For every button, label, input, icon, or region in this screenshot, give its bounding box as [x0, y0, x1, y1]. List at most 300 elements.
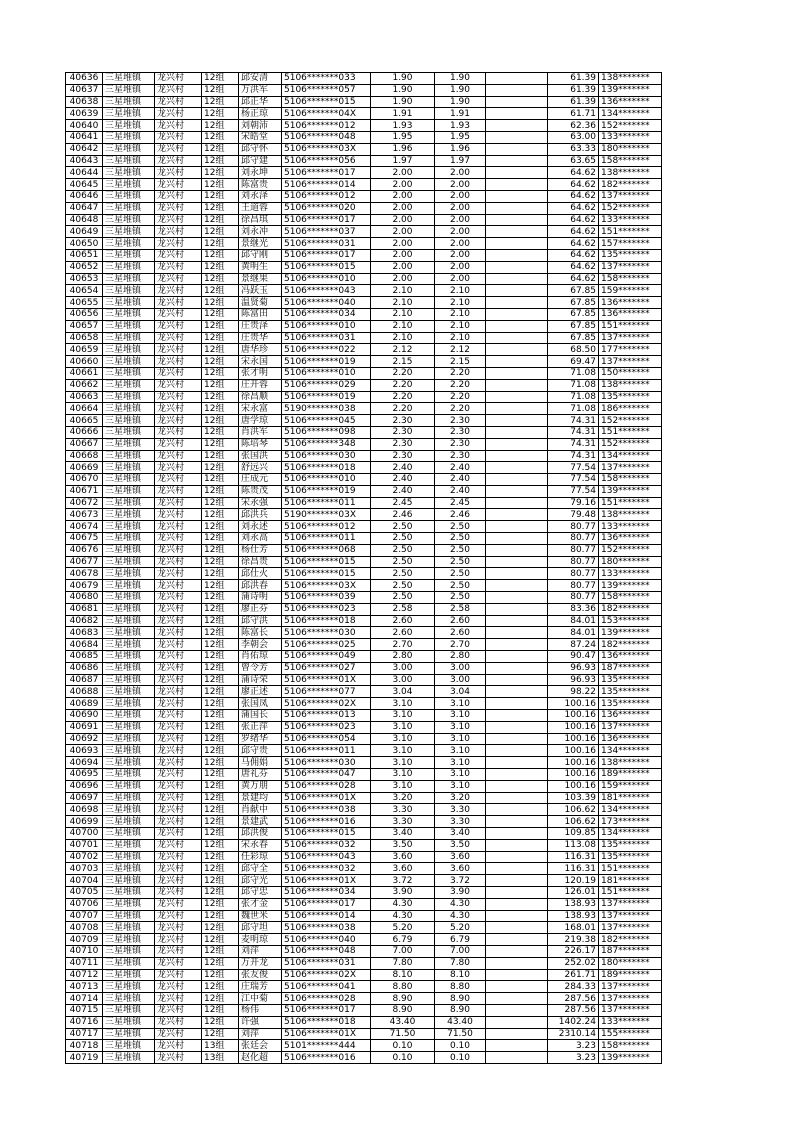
table-cell: [486, 308, 548, 320]
table-cell: 12组: [202, 131, 239, 143]
table-cell: [486, 851, 548, 863]
table-row: [66, 804, 662, 816]
table-cell: [486, 214, 548, 226]
table-cell: 唐华珍: [239, 344, 282, 356]
table-cell: 庄贵泽: [239, 320, 282, 332]
table-cell: [486, 662, 548, 674]
table-cell: 12组: [202, 816, 239, 828]
table-cell: 邱洪俊: [239, 828, 282, 840]
table-cell: 5106*******027: [282, 662, 371, 674]
table-cell: 三星堆镇: [103, 568, 155, 580]
table-cell: 龙兴村: [155, 603, 202, 615]
table-cell: 40642: [66, 143, 103, 155]
table-row: [66, 592, 662, 604]
table-cell: 158*******: [599, 474, 662, 486]
table-cell: 三星堆镇: [103, 839, 155, 851]
table-cell: 三星堆镇: [103, 910, 155, 922]
table-cell: 3.04: [371, 686, 435, 698]
table-cell: 136*******: [599, 297, 662, 309]
table-cell: 136*******: [599, 710, 662, 722]
table-cell: [486, 556, 548, 568]
table-cell: 40666: [66, 426, 103, 438]
table-cell: 64.62: [548, 226, 599, 238]
table-cell: 90.47: [548, 651, 599, 663]
table-cell: 龙兴村: [155, 1028, 202, 1040]
table-cell: 万开龙: [239, 957, 282, 969]
table-cell: 三星堆镇: [103, 73, 155, 85]
table-cell: 1.97: [371, 155, 435, 167]
table-cell: 2.50: [435, 544, 486, 556]
table-cell: 12组: [202, 285, 239, 297]
table-cell: 三星堆镇: [103, 1004, 155, 1016]
table-cell: 徐昌贵: [239, 556, 282, 568]
table-cell: 12组: [202, 898, 239, 910]
table-cell: 2.30: [435, 438, 486, 450]
table-cell: 2.10: [371, 297, 435, 309]
table-cell: 40716: [66, 1016, 103, 1028]
table-cell: 三星堆镇: [103, 651, 155, 663]
table-cell: 187*******: [599, 945, 662, 957]
table-cell: 2.20: [435, 379, 486, 391]
table-cell: 5190*******038: [282, 403, 371, 415]
table-cell: 5106*******01X: [282, 792, 371, 804]
table-cell: 5106*******018: [282, 1016, 371, 1028]
table-cell: 109.85: [548, 828, 599, 840]
table-cell: 5106*******016: [282, 1052, 371, 1064]
table-cell: 许强: [239, 1016, 282, 1028]
table-cell: 龙兴村: [155, 1016, 202, 1028]
table-cell: 40675: [66, 533, 103, 545]
table-cell: 景建武: [239, 816, 282, 828]
table-cell: 13组: [202, 1040, 239, 1052]
table-cell: 71.08: [548, 367, 599, 379]
table-cell: 三星堆镇: [103, 745, 155, 757]
table-cell: 12组: [202, 568, 239, 580]
table-cell: 三星堆镇: [103, 344, 155, 356]
table-cell: 74.31: [548, 450, 599, 462]
table-cell: 40656: [66, 308, 103, 320]
table-cell: 136*******: [599, 733, 662, 745]
table-cell: 2.00: [435, 238, 486, 250]
table-cell: 12组: [202, 84, 239, 96]
table-cell: 12组: [202, 851, 239, 863]
table-cell: 181*******: [599, 792, 662, 804]
table-row: [66, 721, 662, 733]
table-cell: 龙兴村: [155, 202, 202, 214]
table-cell: 67.85: [548, 320, 599, 332]
table-cell: [486, 674, 548, 686]
table-cell: 三星堆镇: [103, 639, 155, 651]
table-cell: 40641: [66, 131, 103, 143]
table-cell: 159*******: [599, 285, 662, 297]
table-row: [66, 674, 662, 686]
table-cell: 龙兴村: [155, 320, 202, 332]
table-cell: 12组: [202, 721, 239, 733]
table-cell: 龙兴村: [155, 969, 202, 981]
table-cell: 135*******: [599, 391, 662, 403]
table-cell: 3.00: [435, 662, 486, 674]
table-cell: 三星堆镇: [103, 662, 155, 674]
table-cell: 5106*******013: [282, 710, 371, 722]
table-cell: 134*******: [599, 745, 662, 757]
table-cell: 5106*******038: [282, 804, 371, 816]
table-cell: 三星堆镇: [103, 804, 155, 816]
table-cell: 3.10: [435, 745, 486, 757]
table-cell: 2.80: [435, 651, 486, 663]
table-cell: 40657: [66, 320, 103, 332]
table-cell: 137*******: [599, 910, 662, 922]
table-cell: 12组: [202, 485, 239, 497]
table-cell: 151*******: [599, 320, 662, 332]
table-cell: 3.50: [435, 839, 486, 851]
table-cell: 61.39: [548, 84, 599, 96]
table-cell: 40677: [66, 556, 103, 568]
table-cell: 5106*******017: [282, 898, 371, 910]
table-cell: 三星堆镇: [103, 108, 155, 120]
table-cell: 116.31: [548, 851, 599, 863]
table-cell: 龙兴村: [155, 1040, 202, 1052]
table-cell: 137*******: [599, 993, 662, 1005]
table-cell: [486, 474, 548, 486]
table-cell: 温贤菊: [239, 297, 282, 309]
table-cell: 5106*******029: [282, 379, 371, 391]
table-cell: 肖洪军: [239, 426, 282, 438]
table-cell: 2.40: [435, 462, 486, 474]
table-cell: [486, 238, 548, 250]
table-cell: 2.50: [435, 568, 486, 580]
table-cell: 219.38: [548, 934, 599, 946]
table-cell: 三星堆镇: [103, 886, 155, 898]
table-cell: 庄贵华: [239, 332, 282, 344]
table-row: [66, 828, 662, 840]
table-row: [66, 155, 662, 167]
table-cell: 40664: [66, 403, 103, 415]
table-cell: 135*******: [599, 839, 662, 851]
table-cell: [486, 96, 548, 108]
table-cell: 12组: [202, 249, 239, 261]
table-cell: 12组: [202, 544, 239, 556]
table-cell: 40707: [66, 910, 103, 922]
table-cell: [486, 580, 548, 592]
table-cell: [486, 485, 548, 497]
table-cell: 40717: [66, 1028, 103, 1040]
table-cell: 三星堆镇: [103, 120, 155, 132]
table-cell: 137*******: [599, 898, 662, 910]
table-cell: 赵化超: [239, 1052, 282, 1064]
table-cell: 2.10: [371, 308, 435, 320]
table-cell: 134*******: [599, 450, 662, 462]
table-cell: 龙兴村: [155, 214, 202, 226]
table-cell: 刘永高: [239, 533, 282, 545]
table-cell: 40649: [66, 226, 103, 238]
table-cell: 12组: [202, 993, 239, 1005]
table-cell: 1.91: [435, 108, 486, 120]
table-cell: 1.96: [371, 143, 435, 155]
table-row: [66, 816, 662, 828]
table-cell: 12组: [202, 273, 239, 285]
table-cell: 5106*******041: [282, 981, 371, 993]
table-cell: 12组: [202, 886, 239, 898]
table-cell: [486, 627, 548, 639]
table-row: [66, 120, 662, 132]
table-cell: 5106*******038: [282, 922, 371, 934]
table-cell: 13组: [202, 1052, 239, 1064]
table-cell: 135*******: [599, 686, 662, 698]
table-cell: 三星堆镇: [103, 898, 155, 910]
table-cell: 12组: [202, 308, 239, 320]
table-cell: [486, 285, 548, 297]
table-cell: 74.31: [548, 426, 599, 438]
table-cell: 3.10: [435, 733, 486, 745]
table-cell: [486, 509, 548, 521]
table-cell: 136*******: [599, 308, 662, 320]
table-cell: 3.10: [435, 721, 486, 733]
table-cell: 40674: [66, 521, 103, 533]
table-cell: 龙兴村: [155, 733, 202, 745]
table-cell: 182*******: [599, 179, 662, 191]
table-cell: 龙兴村: [155, 662, 202, 674]
table-cell: 3.10: [435, 757, 486, 769]
table-cell: 100.16: [548, 721, 599, 733]
table-cell: 龙兴村: [155, 485, 202, 497]
table-cell: [486, 686, 548, 698]
table-cell: 40676: [66, 544, 103, 556]
table-cell: 2.50: [435, 533, 486, 545]
table-cell: 张友俊: [239, 969, 282, 981]
table-row: [66, 273, 662, 285]
table-cell: 2.10: [371, 332, 435, 344]
table-cell: 12组: [202, 108, 239, 120]
table-cell: 5106*******030: [282, 757, 371, 769]
table-cell: 三星堆镇: [103, 497, 155, 509]
table-cell: 3.10: [371, 721, 435, 733]
table-cell: 8.90: [371, 993, 435, 1005]
table-cell: 5106*******02X: [282, 969, 371, 981]
table-row: [66, 131, 662, 143]
table-cell: 龙兴村: [155, 568, 202, 580]
table-cell: 2.50: [435, 521, 486, 533]
records-table-body: [66, 73, 662, 1064]
table-cell: 40683: [66, 627, 103, 639]
table-cell: 三星堆镇: [103, 615, 155, 627]
table-cell: 12组: [202, 615, 239, 627]
table-cell: 龙兴村: [155, 509, 202, 521]
table-cell: 龙兴村: [155, 297, 202, 309]
table-cell: 5106*******015: [282, 568, 371, 580]
table-row: [66, 297, 662, 309]
table-cell: 12组: [202, 945, 239, 957]
table-cell: 5106*******037: [282, 226, 371, 238]
table-cell: 1.97: [435, 155, 486, 167]
table-cell: 三星堆镇: [103, 934, 155, 946]
table-cell: [486, 898, 548, 910]
table-cell: 三星堆镇: [103, 438, 155, 450]
table-cell: 2310.14: [548, 1028, 599, 1040]
table-cell: 1.93: [435, 120, 486, 132]
table-cell: 龙兴村: [155, 686, 202, 698]
table-cell: 12组: [202, 639, 239, 651]
table-cell: 龙兴村: [155, 521, 202, 533]
table-cell: 龙兴村: [155, 945, 202, 957]
table-cell: 40712: [66, 969, 103, 981]
table-cell: 40687: [66, 674, 103, 686]
table-cell: 12组: [202, 875, 239, 887]
table-cell: 宋永强: [239, 497, 282, 509]
table-cell: 98.22: [548, 686, 599, 698]
table-cell: 113.08: [548, 839, 599, 851]
table-cell: 80.77: [548, 592, 599, 604]
table-cell: [486, 922, 548, 934]
table-cell: 40637: [66, 84, 103, 96]
table-cell: [486, 167, 548, 179]
table-cell: 40719: [66, 1052, 103, 1064]
table-cell: 蒲诗荣: [239, 674, 282, 686]
table-cell: 龙兴村: [155, 391, 202, 403]
table-cell: 2.00: [371, 238, 435, 250]
table-cell: 陈贵茂: [239, 485, 282, 497]
table-cell: 龙兴村: [155, 710, 202, 722]
table-cell: 宋永国: [239, 356, 282, 368]
table-cell: [486, 568, 548, 580]
table-cell: [486, 344, 548, 356]
table-cell: 40663: [66, 391, 103, 403]
table-cell: 龙兴村: [155, 226, 202, 238]
table-cell: 3.10: [435, 769, 486, 781]
table-cell: 137*******: [599, 332, 662, 344]
table-cell: [486, 462, 548, 474]
table-row: [66, 886, 662, 898]
table-cell: 刘永冲: [239, 226, 282, 238]
table-cell: 182*******: [599, 603, 662, 615]
table-cell: 三星堆镇: [103, 721, 155, 733]
table-cell: 2.00: [371, 167, 435, 179]
table-cell: 龙兴村: [155, 839, 202, 851]
table-row: [66, 403, 662, 415]
table-cell: 龙兴村: [155, 863, 202, 875]
table-cell: 12组: [202, 474, 239, 486]
table-cell: 189*******: [599, 769, 662, 781]
table-cell: 2.40: [371, 462, 435, 474]
table-cell: 三星堆镇: [103, 603, 155, 615]
table-cell: 龙兴村: [155, 356, 202, 368]
table-cell: 12组: [202, 344, 239, 356]
table-cell: 三星堆镇: [103, 356, 155, 368]
table-cell: 12组: [202, 792, 239, 804]
table-cell: 5106*******015: [282, 261, 371, 273]
table-cell: 138.93: [548, 898, 599, 910]
table-cell: 12组: [202, 320, 239, 332]
table-cell: 120.19: [548, 875, 599, 887]
table-cell: 三星堆镇: [103, 993, 155, 1005]
table-cell: 40684: [66, 639, 103, 651]
table-cell: 133*******: [599, 214, 662, 226]
table-cell: 40691: [66, 721, 103, 733]
table-cell: 40668: [66, 450, 103, 462]
table-cell: 龙兴村: [155, 851, 202, 863]
table-cell: 5106*******043: [282, 851, 371, 863]
table-cell: 龙兴村: [155, 828, 202, 840]
table-cell: 40662: [66, 379, 103, 391]
table-cell: 40639: [66, 108, 103, 120]
table-cell: 2.10: [371, 320, 435, 332]
table-cell: 43.40: [371, 1016, 435, 1028]
table-cell: 8.90: [435, 993, 486, 1005]
table-cell: 100.16: [548, 698, 599, 710]
table-cell: [486, 84, 548, 96]
table-cell: 40697: [66, 792, 103, 804]
table-cell: 5106*******017: [282, 167, 371, 179]
table-cell: 龙兴村: [155, 898, 202, 910]
table-row: [66, 84, 662, 96]
table-row: [66, 615, 662, 627]
table-cell: 3.60: [371, 863, 435, 875]
table-cell: 景建均: [239, 792, 282, 804]
table-cell: 2.20: [435, 403, 486, 415]
table-cell: 80.77: [548, 580, 599, 592]
table-cell: [486, 969, 548, 981]
table-cell: 0.10: [435, 1052, 486, 1064]
table-cell: [486, 1016, 548, 1028]
table-cell: 龙兴村: [155, 698, 202, 710]
table-cell: 40698: [66, 804, 103, 816]
table-row: [66, 167, 662, 179]
table-cell: 152*******: [599, 544, 662, 556]
table-cell: 2.50: [435, 556, 486, 568]
table-cell: [486, 73, 548, 85]
table-cell: 187*******: [599, 662, 662, 674]
table-cell: 2.00: [371, 226, 435, 238]
table-cell: [486, 603, 548, 615]
table-cell: 8.80: [371, 981, 435, 993]
table-cell: 5106*******012: [282, 521, 371, 533]
table-cell: 226.17: [548, 945, 599, 957]
table-cell: 三星堆镇: [103, 155, 155, 167]
table-cell: 40699: [66, 816, 103, 828]
table-cell: 77.54: [548, 485, 599, 497]
table-row: [66, 332, 662, 344]
table-cell: 5106*******047: [282, 769, 371, 781]
table-cell: 三星堆镇: [103, 261, 155, 273]
table-cell: 100.16: [548, 757, 599, 769]
table-cell: 5106*******018: [282, 462, 371, 474]
table-cell: 邱守贵: [239, 745, 282, 757]
table-cell: 135*******: [599, 851, 662, 863]
table-cell: 2.00: [435, 261, 486, 273]
table-cell: 12组: [202, 674, 239, 686]
table-cell: 5106*******019: [282, 391, 371, 403]
table-cell: 40658: [66, 332, 103, 344]
table-cell: [486, 639, 548, 651]
table-cell: 2.00: [435, 179, 486, 191]
table-cell: 三星堆镇: [103, 698, 155, 710]
table-cell: 龙兴村: [155, 497, 202, 509]
table-row: [66, 710, 662, 722]
table-row: [66, 426, 662, 438]
table-cell: 龙兴村: [155, 108, 202, 120]
table-cell: 138*******: [599, 509, 662, 521]
table-row: [66, 143, 662, 155]
table-cell: 71.08: [548, 403, 599, 415]
table-cell: 40685: [66, 651, 103, 663]
table-cell: 5106*******032: [282, 863, 371, 875]
table-row: [66, 238, 662, 250]
table-cell: 12组: [202, 202, 239, 214]
table-cell: [486, 190, 548, 202]
table-cell: 龙兴村: [155, 769, 202, 781]
table-cell: 龙兴村: [155, 462, 202, 474]
table-row: [66, 438, 662, 450]
table-cell: 7.00: [371, 945, 435, 957]
